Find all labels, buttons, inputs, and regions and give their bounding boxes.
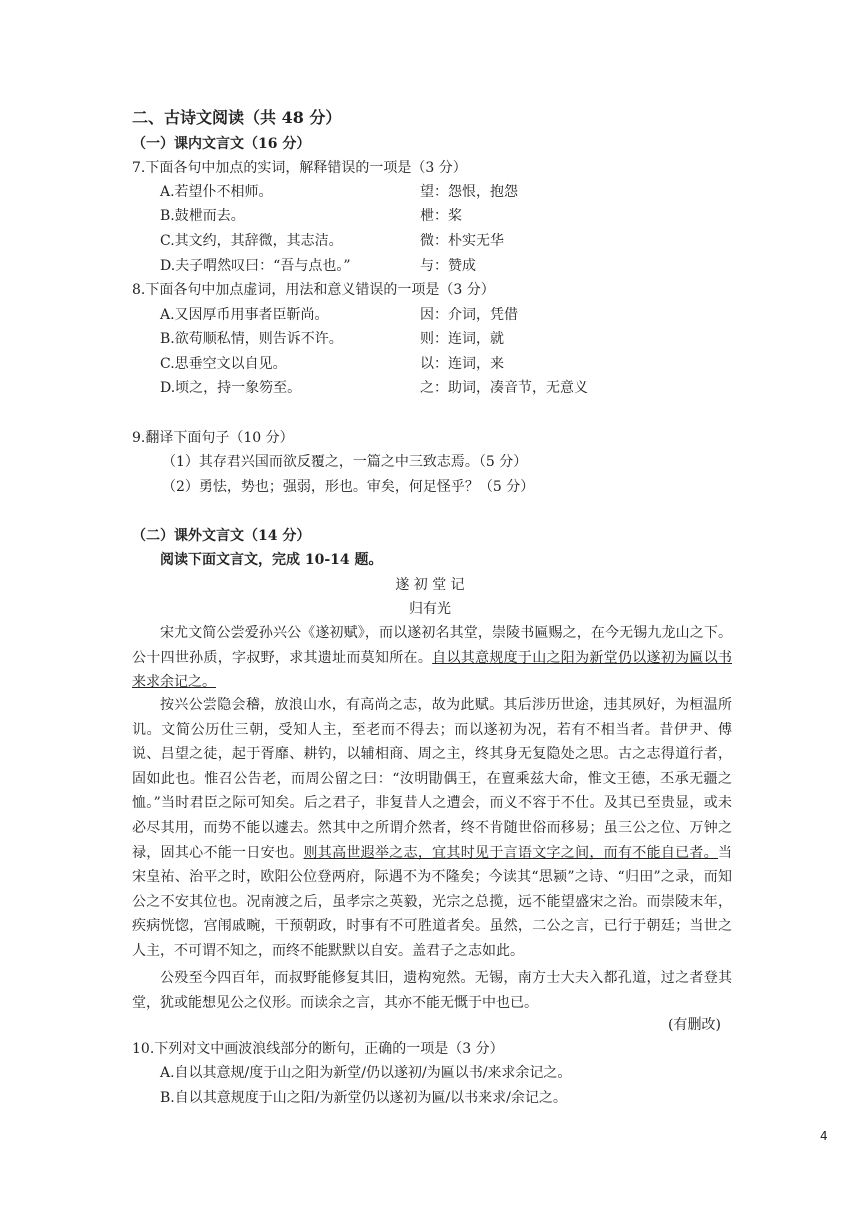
q8-answer-a: 因：介词，凭借 bbox=[420, 307, 518, 323]
q10-option-a: A.自以其意规/度于山之阳为新堂/仍以遂初/为匾以书/来求余记之。 bbox=[160, 1065, 572, 1081]
page-number: 4 bbox=[820, 1129, 828, 1143]
q7-option-b: B.鼓枻而去。 bbox=[160, 208, 245, 224]
paragraph-2-text-a: 按兴公尝隐会稽，放浪山水，有高尚之志，故为此赋。其后涉历世途，违其夙好，为桓温所讥。文简公历仕三朝，受知人主，至老而不得去；而以遂初为况，若有不相当者。昔伊尹、傅说、吕望之徒，起于胥靡、耕钓，以辅相商、周之主，终其身无复隐处之思。古之志得道行者，固如此也。惟召公告老，而周公留之曰：“汝明勖偶王，在亶乘兹大命，惟文王德，丕承无疆之恤。”当时君臣之际可知矣。后之君子，非复昔人之遭会，而义不容于不仕。及其已至贵显，或未必尽其用，而势不能以遽去。然其中之所谓介然者，终不肯随世俗而移易；虽三公之位、万钟之禄，固其心不能一日安也。 bbox=[132, 697, 732, 861]
article-paragraph-1 bbox=[132, 621, 732, 695]
q10-option-b: B.自以其意规度于山之阳/为新堂仍以遂初为匾/以书来求/余记之。 bbox=[160, 1090, 567, 1106]
q7-option-a: A.若望仆不相师。 bbox=[160, 184, 273, 200]
q7-answer-c: 微：朴实无华 bbox=[420, 233, 504, 249]
part1-title: （一）课内文言文（16 分） bbox=[132, 136, 311, 152]
q9-item-2: （2）勇怯，势也；强弱，形也。审矣，何足怪乎？（5 分） bbox=[162, 479, 535, 495]
article-author: 归有光 bbox=[409, 601, 451, 617]
q8-option-a: A.又因厚币用事者臣靳尚。 bbox=[160, 307, 329, 323]
part2-title: （二）课外文言文（14 分） bbox=[132, 528, 311, 544]
paragraph-2-text-b: 当宋皇祐、治平之时，欧阳公位登两府，际遇不为不隆矣；今读其“思颍”之诗、“归田”之录，而知公之不安其位也。况南渡之后，虽孝宗之英毅，光宗之总揽，远不能望盛宋之治。而崇陵末年，疾病恍惚，宫闱戚畹，干预朝政，时事有不可胜道者矣。虽然，二公之言，已行于朝廷；当世之人主，不可谓不知之，而终不能默默以自安。盖君子之志如此。 bbox=[132, 844, 733, 959]
paragraph-2-underlined-text: 则其高世遐举之志，宜其时见于言语文字之间，而有不能自已者。 bbox=[303, 844, 719, 861]
reading-instruction: 阅读下面文言文，完成 10-14 题。 bbox=[160, 552, 383, 568]
q7-option-c: C.其文约，其辞微，其志洁。 bbox=[160, 233, 343, 249]
article-title: 遂 初 堂 记 bbox=[395, 577, 465, 593]
q8-answer-d: 之：助词，凑音节，无意义 bbox=[420, 380, 588, 396]
q8-answer-b: 则：连词，就 bbox=[420, 331, 504, 347]
paragraph-1-text: 宋尤文简公尝爱孙兴公《遂初赋》，而以遂初名其堂，崇陵书匾赐之，在今无锡九龙山之下。公十四世孙质，字叔野，求其遗址而莫知所在。 bbox=[132, 625, 732, 666]
article-paragraph-3 bbox=[132, 966, 732, 1015]
q8-option-b: B.欲苟顺私情，则告诉不许。 bbox=[160, 331, 343, 347]
q8-option-c: C.思垂空文以自见。 bbox=[160, 356, 287, 372]
section-title: 二、古诗文阅读（共 48 分） bbox=[132, 108, 342, 127]
q10-stem: 10.下列对文中画波浪线部分的断句，正确的一项是（3 分） bbox=[132, 1041, 504, 1057]
q7-answer-d: 与：赞成 bbox=[420, 258, 476, 274]
q8-answer-c: 以：连词，来 bbox=[420, 356, 504, 372]
q8-stem: 8.下面各句中加点虚词，用法和意义错误的一项是（3 分） bbox=[132, 282, 495, 298]
paragraph-1-wavy-underline-text: 自以其意规度于山之阳为新堂仍以遂初为匾以书来求余记之。 bbox=[132, 649, 733, 691]
q7-answer-b: 枻：桨 bbox=[420, 208, 462, 224]
revision-note: (有删改) bbox=[668, 1017, 721, 1033]
q7-option-d: D.夫子喟然叹曰：“吾与点也。” bbox=[160, 258, 351, 274]
q9-stem: 9.翻译下面句子（10 分） bbox=[132, 430, 294, 446]
article-paragraph-2 bbox=[132, 693, 732, 964]
paragraph-3-text: 公殁至今四百年，而叔野能修复其旧，遗构宛然。无锡，南方士大夫入都孔道，过之者登其堂，犹或能想见公之仪形。而读余之言，其亦不能无慨于中也已。 bbox=[132, 970, 732, 1011]
q9-item-1: （1）其存君兴国而欲反覆之，一篇之中三致志焉。（5 分） bbox=[162, 454, 528, 470]
q7-answer-a: 望：怨恨，抱怨 bbox=[420, 184, 518, 200]
q7-stem: 7.下面各句中加点的实词，解释错误的一项是（3 分） bbox=[132, 160, 467, 176]
q8-option-d: D.顷之，持一象笏至。 bbox=[160, 380, 302, 396]
